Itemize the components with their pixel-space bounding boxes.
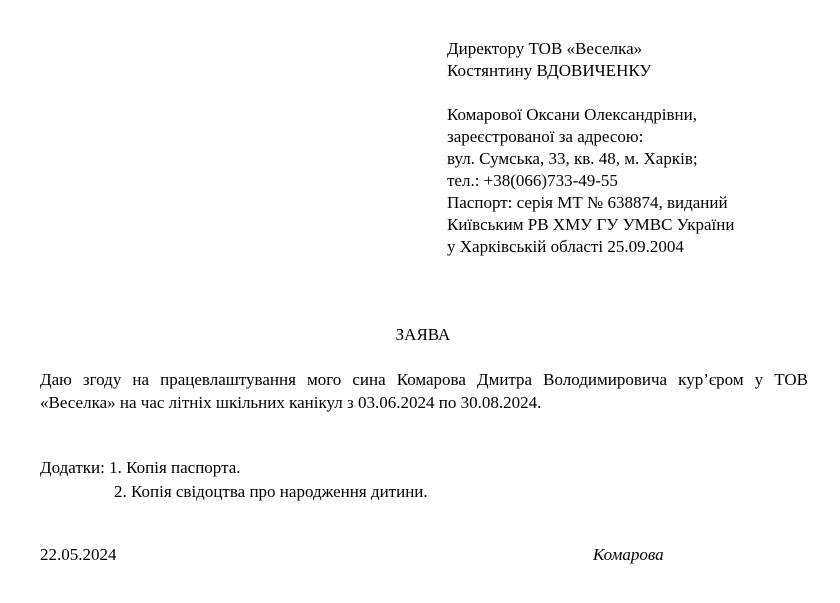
applicant-registration-label: зареєстрованої за адресою: [447,127,644,146]
attachment-item-1: 1. Копія паспорта. [109,458,241,477]
statement-body: Даю згоду на працевлаштування мого сина Комарова Дмитра Володимировича кур’єром у ТОВ «Веселка» на час літніх шкільних канікул з 03.06.2024 по 30.08.2024. [40,370,808,412]
applicant-name: Комарової Оксани Олександрівни, [447,105,697,124]
attachments-block [40,456,640,504]
attachment-row [40,480,640,504]
document-date: 22.05.2024 [40,545,117,564]
addressee-name: Костянтину ВДОВИЧЕНКУ [447,61,652,80]
attachment-row [40,456,640,480]
applicant-passport: Паспорт: серія МТ № 638874, виданий [447,193,728,212]
applicant-passport-issuer-region: у Харківській області 25.09.2004 [447,237,684,256]
attachment-item-2: 2. Копія свідоцтва про народження дитини. [114,482,428,501]
addressee-position: Директору ТОВ «Веселка» [447,39,643,58]
applicant-phone: тел.: +38(066)733-49-55 [447,171,618,190]
addressee-block [447,38,817,258]
document-title: ЗАЯВА [395,325,451,344]
applicant-address: вул. Сумська, 33, кв. 48, м. Харків; [447,149,698,168]
applicant-passport-issuer: Київським РВ ХМУ ГУ УМВС України [447,215,735,234]
attachments-label: Додатки: [40,458,110,477]
addressee-spacer [447,82,817,104]
signature: Комарова [593,545,664,564]
